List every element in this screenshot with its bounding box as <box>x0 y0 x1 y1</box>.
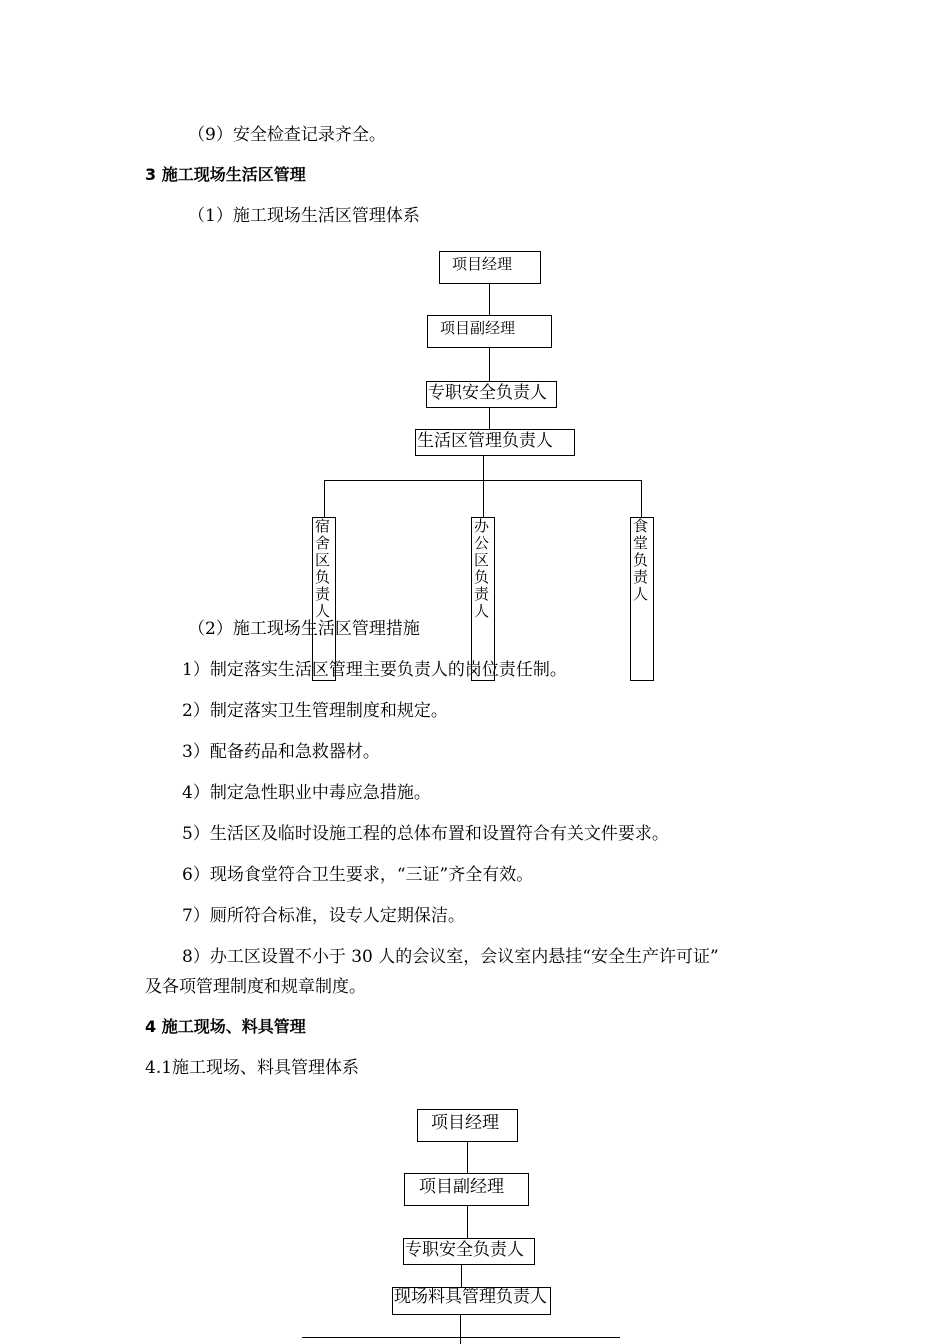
chart1-canteen-lead <box>630 517 654 681</box>
chart1-safety-lead: 专职安全负责人 <box>426 381 557 408</box>
chart1-deputy-manager: 项目副经理 <box>427 315 552 348</box>
chart1-branch-line <box>324 480 642 481</box>
chart1-connector <box>483 456 484 518</box>
chart1-office-label: 办公区负责人 <box>474 517 490 620</box>
chart2-connector <box>461 1265 462 1288</box>
chart1-dorm-label: 宿舍区负责人 <box>315 517 331 620</box>
item-9: （9）安全检查记录齐全。 <box>188 125 386 145</box>
chart2-connector <box>460 1315 461 1344</box>
measure-1: 1）制定落实生活区管理主要负责人的岗位责任制。 <box>182 660 567 680</box>
section-heading-4: 4 施工现场、料具管理 <box>145 1017 306 1036</box>
measure-5: 5）生活区及临时设施工程的总体布置和设置符合有关文件要求。 <box>182 824 669 844</box>
measure-2: 2）制定落实卫生管理制度和规定。 <box>182 701 448 721</box>
chart2-connector <box>467 1206 468 1239</box>
subsection-2: （2）施工现场生活区管理措施 <box>188 619 420 639</box>
measure-4: 4）制定急性职业中毒应急措施。 <box>182 783 431 803</box>
measure-8-line-2: 及各项管理制度和规章制度。 <box>145 977 366 997</box>
chart1-dorm-lead <box>312 517 336 681</box>
chart2-deputy-manager: 项目副经理 <box>404 1173 529 1206</box>
measure-8-line-1: 8）办工区设置不小于 30 人的会议室，会议室内悬挂“安全生产许可证” <box>182 947 719 967</box>
chart1-living-area-lead: 生活区管理负责人 <box>415 429 575 456</box>
chart2-material-lead: 现场料具管理负责人 <box>392 1287 551 1315</box>
subsection-1: （1）施工现场生活区管理体系 <box>188 206 420 226</box>
chart1-connector <box>489 408 490 429</box>
chart2-safety-lead: 专职安全负责人 <box>403 1238 535 1265</box>
section-heading-3: 3 施工现场生活区管理 <box>145 165 306 184</box>
measure-6: 6）现场食堂符合卫生要求，“三证”齐全有效。 <box>182 865 534 885</box>
chart1-project-manager: 项目经理 <box>439 251 541 284</box>
chart1-connector <box>324 480 325 518</box>
chart2-project-manager: 项目经理 <box>417 1109 518 1142</box>
subsection-4-1: 4.1施工现场、料具管理体系 <box>145 1058 360 1078</box>
chart2-connector <box>467 1142 468 1174</box>
measure-7: 7）厕所符合标准，设专人定期保洁。 <box>182 906 465 926</box>
chart2-branch-line <box>302 1337 620 1338</box>
chart1-connector <box>489 348 490 382</box>
chart1-connector <box>641 480 642 518</box>
chart1-office-lead <box>471 517 495 681</box>
chart1-connector <box>489 284 490 316</box>
measure-3: 3）配备药品和急救器材。 <box>182 742 380 762</box>
chart1-canteen-label: 食堂负责人 <box>633 517 649 603</box>
